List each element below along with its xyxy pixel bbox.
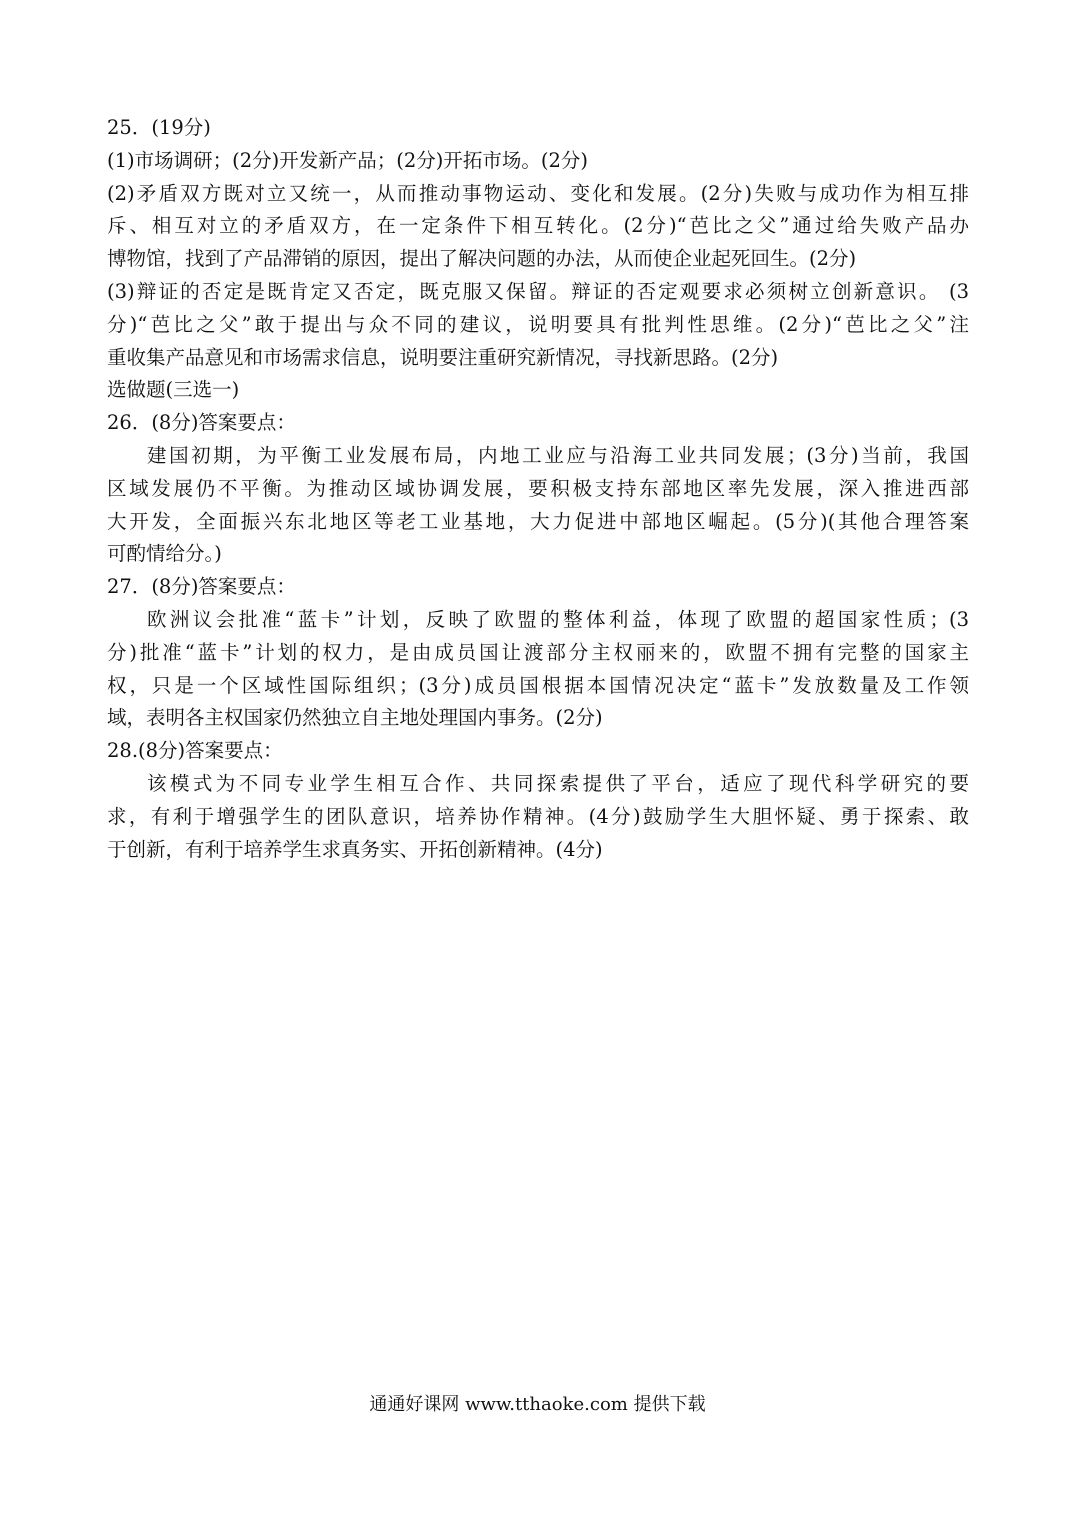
text-line: (3)辩证的否定是既肯定又否定，既克服又保留。辩证的否定观要求必须树立创新意识。 (3 <box>107 279 969 303</box>
text-line: (1)市场调研；(2分)开发新产品；(2分)开拓市场。(2分) <box>107 148 588 172</box>
page-footer: 通通好课网 www.tthaoke.com 提供下载 <box>369 1394 706 1415</box>
text-line: 斥、相互对立的矛盾双方，在一定条件下相互转化。(2分)“芭比之父”通过给失败产品办 <box>107 214 969 238</box>
text-line: 权，只是一个区域性国际组织；(3分)成员国根据本国情况决定“蓝卡”发放数量及工作领 <box>107 673 969 697</box>
text-line: 欧洲议会批准“蓝卡”计划，反映了欧盟的整体利益，体现了欧盟的超国家性质；(3 <box>147 607 969 631</box>
text-line: 于创新，有利于培养学生求真务实、开拓创新精神。(4分) <box>107 837 603 861</box>
text-line: 26．(8分)答案要点： <box>107 411 296 435</box>
text-line: (2)矛盾双方既对立又统一，从而推动事物运动、变化和发展。(2分)失败与成功作为相互排 <box>107 181 969 205</box>
text-line: 重收集产品意见和市场需求信息，说明要注重研究新情况，寻找新思路。(2分) <box>107 345 779 369</box>
text-line: 分)批准“蓝卡”计划的权力，是由成员国让渡部分主权丽来的，欧盟不拥有完整的国家主 <box>107 640 969 664</box>
text-line: 28.(8分)答案要点： <box>107 739 283 763</box>
text-line: 可酌情给分。) <box>107 542 222 566</box>
text-line: 区域发展仍不平衡。为推动区域协调发展，要积极支持东部地区率先发展，深入推进西部 <box>107 476 969 500</box>
text-line: 博物馆，找到了产品滞销的原因，提出了解决问题的办法，从而使企业起死回生。(2分) <box>107 247 857 271</box>
text-line: 25．(19分) <box>107 116 211 139</box>
text-line: 选做题(三选一) <box>107 378 240 402</box>
text-line: 域，表明各主权国家仍然独立自主地处理国内事务。(2分) <box>107 706 603 730</box>
text-line: 分)“芭比之父”敢于提出与众不同的建议，说明要具有批判性思维。(2分)“芭比之父”注 <box>107 312 969 336</box>
text-line: 该模式为不同专业学生相互合作、共同探索提供了平台，适应了现代科学研究的要 <box>147 771 969 795</box>
answer-text-body <box>107 112 969 866</box>
text-line: 27．(8分)答案要点： <box>107 575 296 599</box>
text-line: 求，有利于增强学生的团队意识，培养协作精神。(4分)鼓励学生大胆怀疑、勇于探索、敢 <box>107 804 969 828</box>
text-line: 大开发，全面振兴东北地区等老工业基地，大力促进中部地区崛起。(5分)(其他合理答案 <box>107 509 969 533</box>
text-line: 建国初期，为平衡工业发展布局，内地工业应与沿海工业共同发展；(3分)当前，我国 <box>147 443 969 467</box>
